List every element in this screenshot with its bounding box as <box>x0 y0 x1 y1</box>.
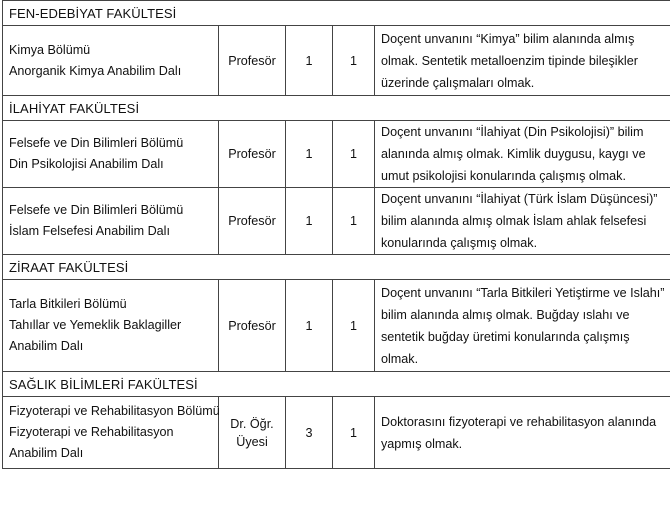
position-row <box>3 121 670 188</box>
department-line: Anabilim Dalı <box>9 446 84 460</box>
department-line: Din Psikolojisi Anabilim Dalı <box>9 157 164 171</box>
quota-cell: 1 <box>333 188 375 255</box>
faculty-name: İLAHİYAT FAKÜLTESİ <box>3 96 670 121</box>
position-row <box>3 188 670 255</box>
requirement-cell: Doçent unvanını “İlahiyat (Türk İslam Düşüncesi)” bilim alanında almış olmak İslam ahlak felsefesi konularında çalışmış olmak. <box>375 188 670 255</box>
faculty-header-row <box>3 96 670 121</box>
quota-cell: 1 <box>333 121 375 188</box>
requirement-cell: Doktorasını fizyoterapi ve rehabilitasyon alanında yapmış olmak. <box>375 397 670 469</box>
department-line: Anabilim Dalı <box>9 339 84 353</box>
quota-cell: 1 <box>333 397 375 469</box>
quota-cell: 1 <box>333 26 375 96</box>
position-row <box>3 26 670 96</box>
department-line: Fizyoterapi ve Rehabilitasyon <box>9 425 174 439</box>
academic-title-line: Profesör <box>228 214 276 228</box>
academic-title-cell <box>219 121 286 188</box>
department-line: Felsefe ve Din Bilimleri Bölümü <box>9 136 184 150</box>
degree-cell: 3 <box>286 397 333 469</box>
department-line: Anorganik Kimya Anabilim Dalı <box>9 63 182 78</box>
requirement-cell: Doçent unvanını “Tarla Bitkileri Yetiştirme ve Islahı” bilim alanında almış olmak. Buğday ıslahı ve sentetik buğday üretimi konularında çalışmış olmak. <box>375 280 670 372</box>
position-row <box>3 280 670 372</box>
degree-cell: 1 <box>286 280 333 372</box>
faculty-header-row <box>3 255 670 280</box>
position-row <box>3 397 670 469</box>
faculty-name: FEN-EDEBİYAT FAKÜLTESİ <box>3 1 670 26</box>
department-line: Fizyoterapi ve Rehabilitasyon Bölümü <box>9 404 220 418</box>
department-line: İslam Felsefesi Anabilim Dalı <box>9 224 170 238</box>
academic-title-cell <box>219 188 286 255</box>
department-line: Kimya Bölümü <box>9 42 91 57</box>
positions-table-body <box>3 1 670 469</box>
degree-cell: 1 <box>286 121 333 188</box>
quota-cell: 1 <box>333 280 375 372</box>
academic-title-line: Üyesi <box>236 434 268 449</box>
degree-cell: 1 <box>286 26 333 96</box>
academic-title-cell <box>219 280 286 372</box>
department-cell <box>3 26 219 96</box>
department-line: Tarla Bitkileri Bölümü <box>9 297 127 311</box>
faculty-name: ZİRAAT FAKÜLTESİ <box>3 255 670 280</box>
faculty-header-row <box>3 372 670 397</box>
requirement-cell: Doçent unvanını “Kimya” bilim alanında almış olmak. Sentetik metalloenzim tipinde bileşikler üzerinde çalışmaları olmak. <box>375 26 670 96</box>
academic-title-cell <box>219 26 286 96</box>
staff-positions-table <box>2 0 670 469</box>
academic-title-line: Profesör <box>228 318 276 333</box>
department-cell <box>3 188 219 255</box>
department-cell <box>3 121 219 188</box>
academic-title-line: Profesör <box>228 147 276 161</box>
department-line: Felsefe ve Din Bilimleri Bölümü <box>9 203 184 217</box>
department-cell <box>3 397 219 469</box>
requirement-cell: Doçent unvanını “İlahiyat (Din Psikolojisi)” bilim alanında almış olmak. Kimlik duygusu, kaygı ve umut psikolojisi konularında çalışmış olmak. <box>375 121 670 188</box>
degree-cell: 1 <box>286 188 333 255</box>
academic-title-cell <box>219 397 286 469</box>
department-line: Tahıllar ve Yemeklik Baklagiller <box>9 318 182 332</box>
faculty-header-row <box>3 1 670 26</box>
department-cell <box>3 280 219 372</box>
faculty-name: SAĞLIK BİLİMLERİ FAKÜLTESİ <box>3 372 670 397</box>
academic-title-line: Dr. Öğr. <box>230 416 274 431</box>
academic-title-line: Profesör <box>228 53 276 68</box>
